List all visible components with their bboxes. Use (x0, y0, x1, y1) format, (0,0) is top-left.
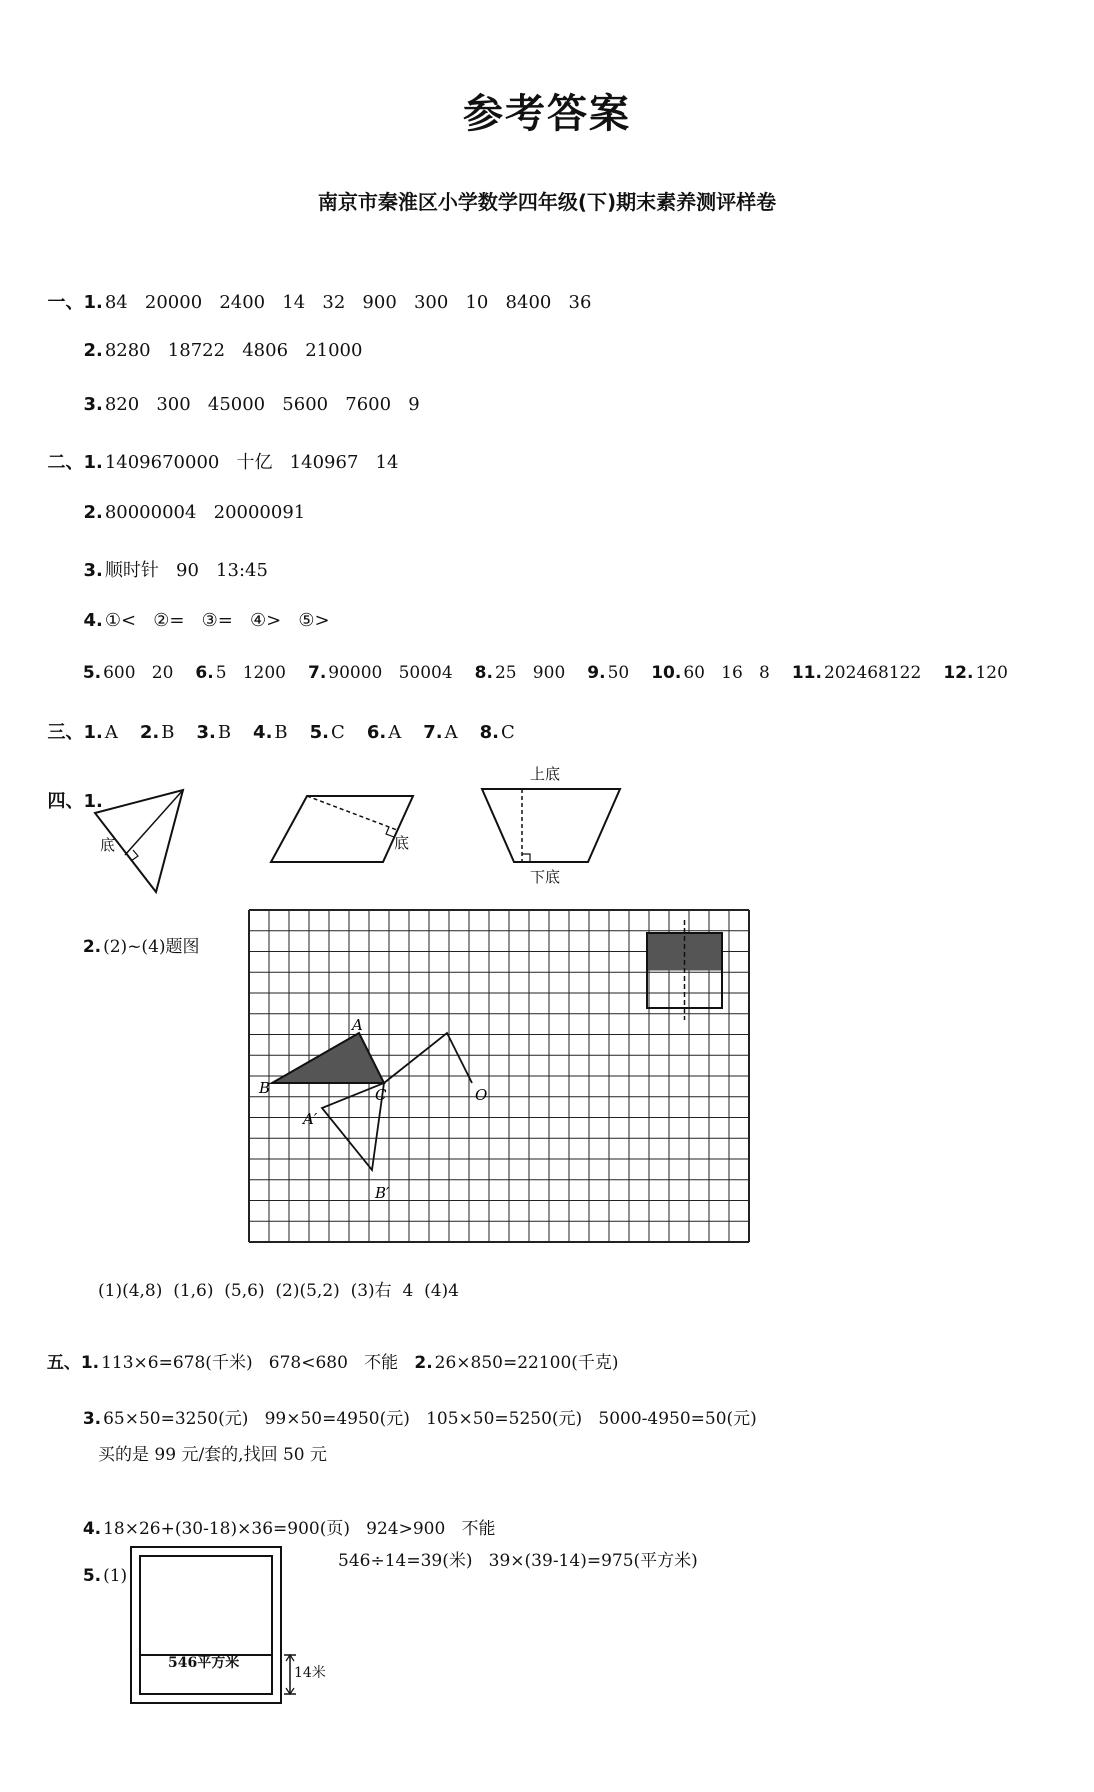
sec2-q3: 3. 顺时针 90 13:45 (83, 560, 268, 581)
sec5-q3: 3. 65×50=3250(元) 99×50=4950(元) 105×50=5250(元) 5000-4950=50(元) (82, 1409, 757, 1429)
field-area-label: 546平方米 (168, 1655, 240, 1671)
grid-label-o: O (475, 1086, 488, 1104)
sec5-q5-calc: 546÷14=39(米) 39×(39-14)=975(平方米) (338, 1551, 698, 1571)
grid-label-b: B (259, 1079, 271, 1097)
parallelogram-height-figure (265, 790, 425, 866)
sec5-q5-label: 5. (1) (82, 1566, 128, 1586)
sec1-q3: 3. 820 300 45000 5600 7600 9 (83, 394, 420, 415)
sec5-q1-q2: 五、1. 113×6=678(千米) 678<680 不能 2. 26×850=22100(千克) (46, 1353, 619, 1373)
sec4-label: 四、 (47, 791, 84, 812)
grid-label-a: A (352, 1016, 363, 1034)
sec1-label: 一、 (47, 292, 84, 313)
sec4-q1: 四、1. (47, 791, 103, 812)
field-width-label: 14米 (294, 1665, 326, 1681)
parallelogram-base-label: 底 (394, 834, 410, 852)
grid-label-b-prime: B′ (375, 1184, 390, 1202)
field-figure (128, 1544, 318, 1714)
sec1-q1: 一、1. 84 20000 2400 14 32 900 300 10 8400 36 (47, 292, 592, 313)
trapezoid-top-base-label: 上底 (530, 765, 561, 783)
sec5-q3-line2: 买的是 99 元/套的,找回 50 元 (98, 1445, 328, 1465)
sec1-q2: 2. 8280 18722 4806 21000 (83, 340, 363, 361)
sec2-q4: 4. ①< ②= ③= ④> ⑤> (83, 610, 330, 631)
sec2-q1: 二、1. 1409670000 十亿 140967 14 (47, 452, 399, 473)
sec5-q4: 4. 18×26+(30-18)×36=900(页) 924>900 不能 (82, 1519, 496, 1539)
page-title: 参考答案 (463, 91, 631, 137)
grid-label-a-prime: A′ (303, 1110, 318, 1128)
trapezoid-bottom-base-label: 下底 (530, 868, 561, 886)
sec2-q5-row: 5. 600 20 6. 5 1200 7. 90000 50004 8. 25 900 9. 50 10. 60 16 8 11. 202468122 12. 120 (82, 663, 1008, 683)
page-subtitle: 南京市秦淮区小学数学四年级(下)期末素养测评样卷 (317, 190, 777, 214)
sec3-label: 三、 (47, 722, 84, 743)
sec2-q2: 2. 80000004 20000091 (83, 502, 306, 523)
trapezoid-height-figure (480, 784, 624, 866)
coordinate-grid-figure (247, 908, 751, 1244)
sec2-label: 二、 (47, 452, 84, 473)
sec5-label: 五、 (46, 1353, 81, 1373)
sec4-q2: 2. (2)~(4)题图 (82, 937, 200, 957)
grid-label-c: C (375, 1086, 387, 1104)
triangle-base-label: 底 (100, 836, 116, 854)
sec3-row: 三、1. A 2. B 3. B 4. B 5. C 6. A 7. A 8. C (47, 722, 515, 743)
sec4-q2-answer: (1)(4,8) (1,6) (5,6) (2)(5,2) (3)右 4 (4)4 (98, 1281, 460, 1301)
